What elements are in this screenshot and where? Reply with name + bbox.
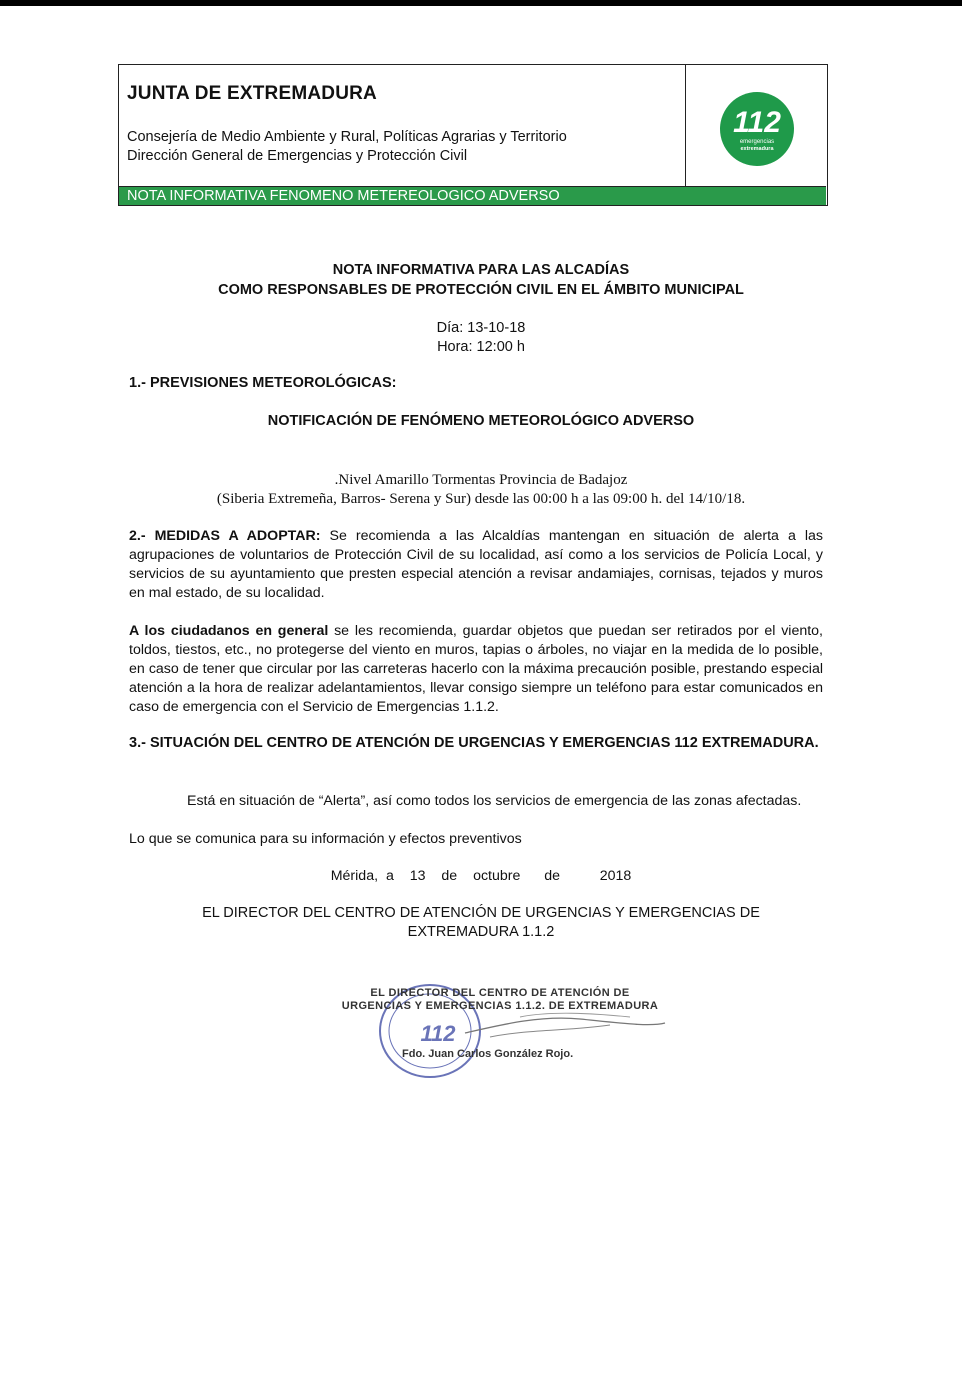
alert-status-text: Está en situación de “Alerta”, así como todos los servicios de emergencia de las zonas afectadas. [187,793,802,809]
place-and-date: Mérida, a 13 de octubre de 2018 [330,868,632,884]
measures-paragraph [129,527,823,603]
header-logo-block [685,65,827,186]
measures-text: Se recomienda a las Alcaldías mantengan en situación de alerta a las agrupaciones de voluntarios de Protección Civil de su localidad, así como a los servicios de Policía Local, y servicios de su ayuntamiento que presten especial atención a revisar andamiajes, cornisas, tejados y muros en mal estado, de su localidad. [129,528,823,601]
logo-number: 112 [733,106,781,139]
org-department: Consejería de Medio Ambiente y Rural, Políticas Agrarias y Territorio [127,129,567,145]
director-title-line1: EL DIRECTOR DEL CENTRO DE ATENCIÓN DE URGENCIAS Y EMERGENCIAS DE [202,905,760,921]
logo-line2: extremadura [740,146,774,152]
stamp-title-line2: URGENCIAS Y EMERGENCIAS 1.1.2. DE EXTREMADURA [341,1000,659,1012]
alert-level-line2: (Siberia Extremeña, Barros- Serena y Sur) desde las 00:00 h a las 09:00 h. del 14/10/18. [216,491,746,507]
director-title-line2: EXTREMADURA 1.1.2 [407,924,555,940]
citizens-paragraph [129,622,823,717]
signature-stamp-block [310,975,690,1090]
org-directorate: Dirección General de Emergencias y Protección Civil [127,148,468,164]
header-banner: NOTA INFORMATIVA FENOMENO METEREOLOGICO ADVERSO [119,186,826,205]
document-date: Día: 13-10-18 [436,320,526,336]
measures-heading: 2.- MEDIDAS A ADOPTAR: [129,528,321,544]
top-edge-bar [0,0,962,6]
citizens-lead: A los ciudadanos en general [129,623,329,639]
alert-level-line1: .Nivel Amarillo Tormentas Provincia de Badajoz [334,472,628,488]
org-title: JUNTA DE EXTREMADURA [127,83,377,104]
document-title-line2: COMO RESPONSABLES DE PROTECCIÓN CIVIL EN EL ÁMBITO MUNICIPAL [218,282,744,298]
stamp-title-line1: EL DIRECTOR DEL CENTRO DE ATENCIÓN DE [370,987,630,999]
adverse-event-notification: NOTIFICACIÓN DE FENÓMENO METEOROLÓGICO ADVERSO [267,413,695,429]
signer-name: Fdo. Juan Carlos González Rojo. [402,1048,574,1060]
emergencias-112-logo [719,91,795,167]
section1-heading: 1.- PREVISIONES METEOROLÓGICAS: [129,375,397,391]
closing-note: Lo que se comunica para su información y efectos preventivos [129,831,522,847]
citizens-text: se les recomienda, guardar objetos que puedan ser retirados por el viento, toldos, tiestos, etc., no protegerse del viento en muros, tapias o árboles, no viajar en la medida de lo posible, en caso de tener que circular por las carreteras hacerlo con la máxima precaución posible, prestando especial atención a la hora de realizar adelantamientos, llevar consigo siempre un teléfono para estar comunicados en caso de emergencia con el Servicio de Emergencias 1.1.2. [129,623,823,715]
seal-number: 112 [420,1021,456,1046]
document-time: Hora: 12:00 h [437,339,525,355]
header-org-block [119,65,686,186]
document-title-line1: NOTA INFORMATIVA PARA LAS ALCADÍAS [332,262,630,278]
section3-heading: 3.- SITUACIÓN DEL CENTRO DE ATENCIÓN DE URGENCIAS Y EMERGENCIAS 112 EXTREMADURA. [129,735,819,751]
logo-line1: emergencias [739,139,775,145]
document-header [118,64,828,206]
